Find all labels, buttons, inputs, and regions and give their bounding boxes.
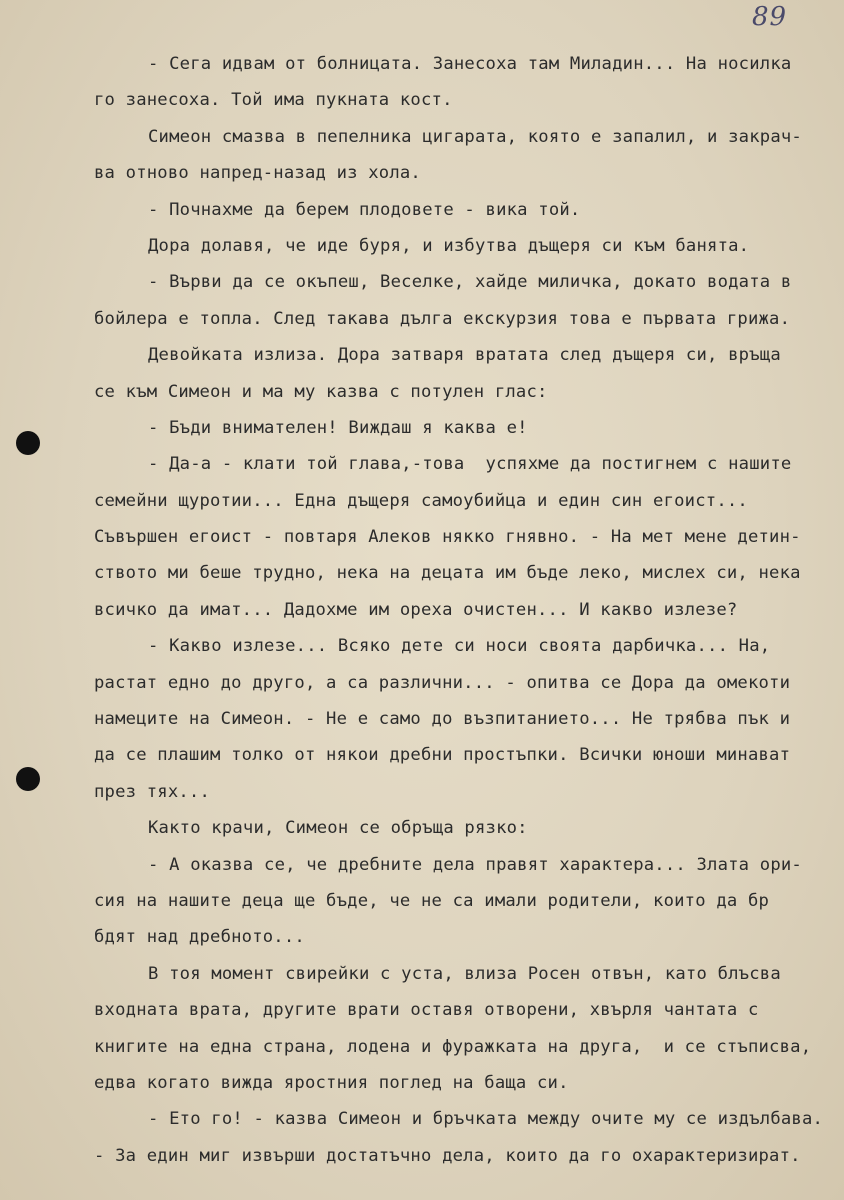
text-line: - Сега идвам от болницата. Занесоха там Миладин... На носилка <box>148 54 792 74</box>
text-line: Съвършен егоист - повтаря Алеков някко гнявно. - На мет мене детин- <box>94 527 801 548</box>
punch-hole <box>16 431 40 455</box>
text-line: - А оказва се, че дребните дела правят характера... Злата ори- <box>148 854 802 875</box>
text-line: входната врата, другите врати оставя отворени, хвърля чантата с <box>94 1000 759 1021</box>
text-line: - Върви да се окъпеш, Веселке, хайде миличка, докато водата в <box>148 272 792 293</box>
text-line: всичко да имат... Дадохме им ореха очистен... И какво излезе? <box>94 599 738 620</box>
text-line: го занесоха. Той има пукната кост. <box>94 90 453 111</box>
text-line: книгите на една страна, лодена и фуражката на друга, и се стъписва, <box>94 1036 812 1057</box>
text-line: Девойката излиза. Дора затваря вратата след дъщеря си, връща <box>148 345 781 366</box>
text-line: да се плашим толко от някои дребни простъпки. Всички юноши минават <box>94 745 791 766</box>
text-line: Симеон смазва в пепелника цигарата, която е запалил, и закрач- <box>148 126 802 147</box>
text-line: - Почнахме да берем плодовете - вика той. <box>148 199 581 220</box>
text-line: В тоя момент свирейки с уста, влиза Росен отвън, като блъсва <box>148 963 781 984</box>
text-line: намеците на Симеон. - Не е само до възпитанието... Не трябва пък и <box>94 709 791 730</box>
text-line: Както крачи, Симеон се обръща рязко: <box>148 818 528 839</box>
text-line: - Ето го! - казва Симеон и бръчката между очите му се издълбава. <box>148 1109 824 1130</box>
text-line: бдят над дребното... <box>94 927 305 948</box>
text-line: - Да-а - клати той глава,-това успяхме да постигнем с нашите <box>148 454 792 475</box>
text-line: се към Симеон и ма му казва с потулен глас: <box>94 381 548 402</box>
text-line: Дора долавя, че иде буря, и избутва дъщеря си към банята. <box>148 235 750 256</box>
text-line: растат едно до друго, а са различни... - опитва се Дора да омекоти <box>94 672 791 693</box>
text-line: семейни щуротии... Една дъщеря самоубийца и един син егоист... <box>94 490 748 511</box>
text-line: - За един миг извърши достатъчно дела, които да го охарактеризират. <box>94 1145 801 1166</box>
typewritten-text <box>94 46 824 1174</box>
punch-hole <box>16 767 40 791</box>
text-line: ва отново напред-назад из хола. <box>94 163 421 184</box>
text-line: ството ми беше трудно, нека на децата им бъде леко, мислех си, нека <box>94 563 801 584</box>
text-line: сия на нашите деца ще бъде, че не са имали родители, които да бр <box>94 890 770 911</box>
page-number: 89 <box>752 2 788 32</box>
text-line: едва когато вижда яростния поглед на баща си. <box>94 1072 569 1093</box>
text-line: - Какво излезе... Всяко дете си носи своята дарбичка... На, <box>148 636 771 657</box>
text-line: - Бъди внимателен! Виждаш я каква е! <box>148 417 528 438</box>
text-line: през тях... <box>94 781 211 802</box>
text-line: бойлера е топла. След такава дълга екскурзия това е първата грижа. <box>94 308 791 329</box>
